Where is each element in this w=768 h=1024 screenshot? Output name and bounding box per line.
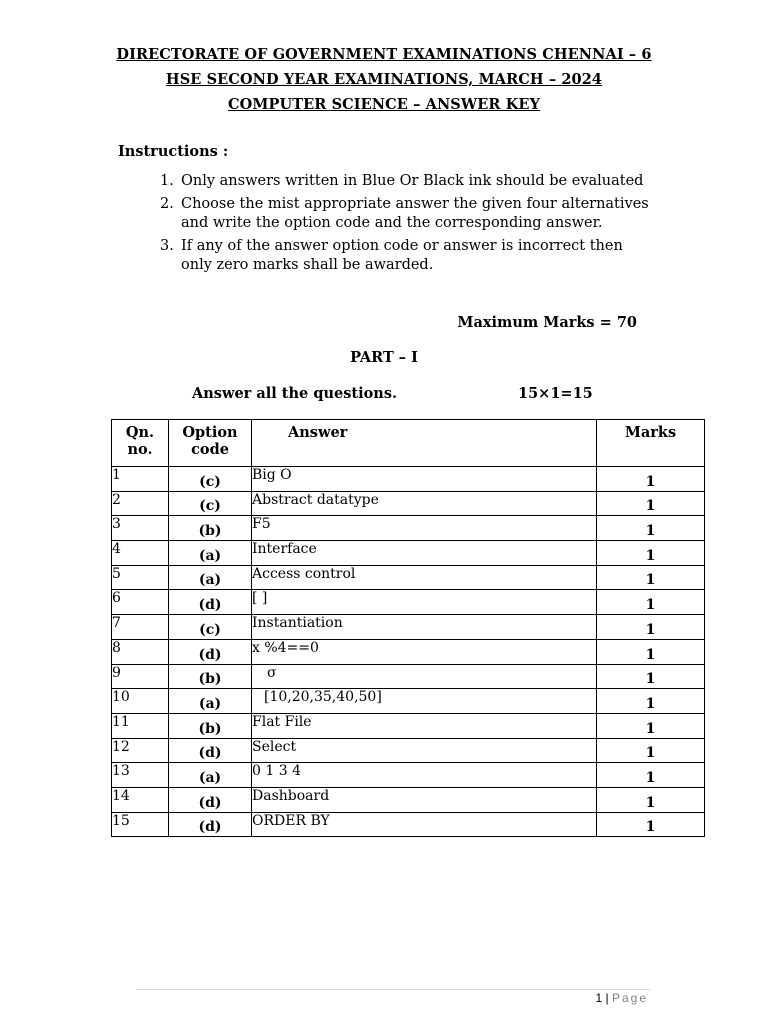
answer-cell: Big O bbox=[252, 467, 597, 492]
instruction-number: 1. bbox=[160, 173, 174, 189]
table-row bbox=[112, 812, 705, 837]
answer-cell: ORDER BY bbox=[252, 812, 597, 837]
option-code-cell: (d) bbox=[169, 787, 252, 812]
question-number-cell: 5 bbox=[112, 565, 169, 590]
table-row bbox=[112, 639, 705, 664]
answer-cell: Dashboard bbox=[252, 787, 597, 812]
marks-cell: 1 bbox=[597, 812, 705, 837]
marks-cell: 1 bbox=[597, 541, 705, 566]
header-subject: COMPUTER SCIENCE – ANSWER KEY bbox=[227, 96, 541, 113]
answer-cell: Interface bbox=[252, 541, 597, 566]
page-label: Page bbox=[611, 991, 648, 1005]
answer-all-instruction: Answer all the questions. bbox=[192, 385, 398, 402]
marks-cell: 1 bbox=[597, 738, 705, 763]
option-code-cell: (c) bbox=[169, 615, 252, 640]
instruction-item bbox=[160, 172, 650, 191]
instructions-title: Instructions : bbox=[118, 143, 229, 160]
answer-cell: Instantiation bbox=[252, 615, 597, 640]
table-row bbox=[112, 491, 705, 516]
page-number: 1 bbox=[595, 991, 603, 1005]
marks-cell: 1 bbox=[597, 590, 705, 615]
question-number-cell: 7 bbox=[112, 615, 169, 640]
marks-cell: 1 bbox=[597, 763, 705, 788]
option-code-cell: (a) bbox=[169, 565, 252, 590]
page-footer bbox=[595, 991, 648, 1005]
table-row bbox=[112, 689, 705, 714]
option-code-cell: (a) bbox=[169, 541, 252, 566]
page-separator: | bbox=[605, 991, 609, 1005]
answer-cell: x %4==0 bbox=[252, 639, 597, 664]
question-number-cell: 10 bbox=[112, 689, 169, 714]
option-code-cell: (c) bbox=[169, 467, 252, 492]
question-number-cell: 6 bbox=[112, 590, 169, 615]
instruction-text: Only answers written in Blue Or Black ink should be evaluated bbox=[181, 173, 644, 189]
marks-cell: 1 bbox=[597, 713, 705, 738]
table-row bbox=[112, 738, 705, 763]
question-number-cell: 14 bbox=[112, 787, 169, 812]
option-code-cell: (c) bbox=[169, 491, 252, 516]
part-title: PART – I bbox=[350, 349, 418, 366]
marks-cell: 1 bbox=[597, 491, 705, 516]
header-option: Option code bbox=[169, 420, 252, 467]
marks-cell: 1 bbox=[597, 467, 705, 492]
option-code-cell: (b) bbox=[169, 664, 252, 689]
maximum-marks: Maximum Marks = 70 bbox=[457, 314, 637, 331]
instructions-list bbox=[160, 172, 650, 279]
instruction-text: Choose the mist appropriate answer the given four alternatives and write the option code and the corresponding answer. bbox=[181, 196, 649, 231]
option-code-cell: (b) bbox=[169, 516, 252, 541]
option-code-cell: (d) bbox=[169, 738, 252, 763]
table-row bbox=[112, 516, 705, 541]
option-code-cell: (a) bbox=[169, 689, 252, 714]
table-header-row bbox=[112, 420, 705, 467]
table-row bbox=[112, 541, 705, 566]
question-number-cell: 4 bbox=[112, 541, 169, 566]
header-answer: Answer bbox=[252, 420, 597, 467]
table-body bbox=[112, 467, 705, 837]
option-code-cell: (d) bbox=[169, 590, 252, 615]
answer-cell: Select bbox=[252, 738, 597, 763]
answer-cell: Flat File bbox=[252, 713, 597, 738]
question-number-cell: 15 bbox=[112, 812, 169, 837]
instruction-item bbox=[160, 237, 650, 275]
answer-cell: F5 bbox=[252, 516, 597, 541]
question-number-cell: 9 bbox=[112, 664, 169, 689]
question-number-cell: 13 bbox=[112, 763, 169, 788]
question-number-cell: 2 bbox=[112, 491, 169, 516]
marks-formula: 15×1=15 bbox=[518, 385, 593, 402]
question-number-cell: 8 bbox=[112, 639, 169, 664]
question-number-cell: 3 bbox=[112, 516, 169, 541]
marks-cell: 1 bbox=[597, 516, 705, 541]
instruction-number: 2. bbox=[160, 196, 174, 212]
question-number-cell: 11 bbox=[112, 713, 169, 738]
answer-key-table bbox=[111, 419, 705, 837]
answer-cell: σ bbox=[252, 664, 597, 689]
option-code-cell: (b) bbox=[169, 713, 252, 738]
table-row bbox=[112, 590, 705, 615]
table-row bbox=[112, 565, 705, 590]
option-code-cell: (a) bbox=[169, 763, 252, 788]
marks-cell: 1 bbox=[597, 664, 705, 689]
answer-cell: Access control bbox=[252, 565, 597, 590]
instruction-number: 3. bbox=[160, 238, 174, 254]
header-marks: Marks bbox=[597, 420, 705, 467]
table-row bbox=[112, 615, 705, 640]
footer-divider bbox=[136, 989, 650, 990]
question-number-cell: 1 bbox=[112, 467, 169, 492]
table-row bbox=[112, 467, 705, 492]
table-row bbox=[112, 664, 705, 689]
marks-cell: 1 bbox=[597, 639, 705, 664]
marks-cell: 1 bbox=[597, 787, 705, 812]
header-qn: Qn. no. bbox=[112, 420, 169, 467]
instruction-text: If any of the answer option code or answer is incorrect then only zero marks shall be awarded. bbox=[181, 238, 623, 273]
table-row bbox=[112, 763, 705, 788]
answer-cell: 0 1 3 4 bbox=[252, 763, 597, 788]
marks-cell: 1 bbox=[597, 615, 705, 640]
option-code-cell: (d) bbox=[169, 639, 252, 664]
table-row bbox=[112, 787, 705, 812]
answer-cell: Abstract datatype bbox=[252, 491, 597, 516]
table-row bbox=[112, 713, 705, 738]
question-number-cell: 12 bbox=[112, 738, 169, 763]
marks-cell: 1 bbox=[597, 689, 705, 714]
header-exam: HSE SECOND YEAR EXAMINATIONS, MARCH – 2024 bbox=[165, 71, 603, 88]
answer-cell: [10,20,35,40,50] bbox=[252, 689, 597, 714]
option-code-cell: (d) bbox=[169, 812, 252, 837]
header-directorate: DIRECTORATE OF GOVERNMENT EXAMINATIONS CHENNAI – 6 bbox=[116, 46, 652, 63]
answer-cell: [ ] bbox=[252, 590, 597, 615]
instruction-item bbox=[160, 195, 650, 233]
marks-cell: 1 bbox=[597, 565, 705, 590]
